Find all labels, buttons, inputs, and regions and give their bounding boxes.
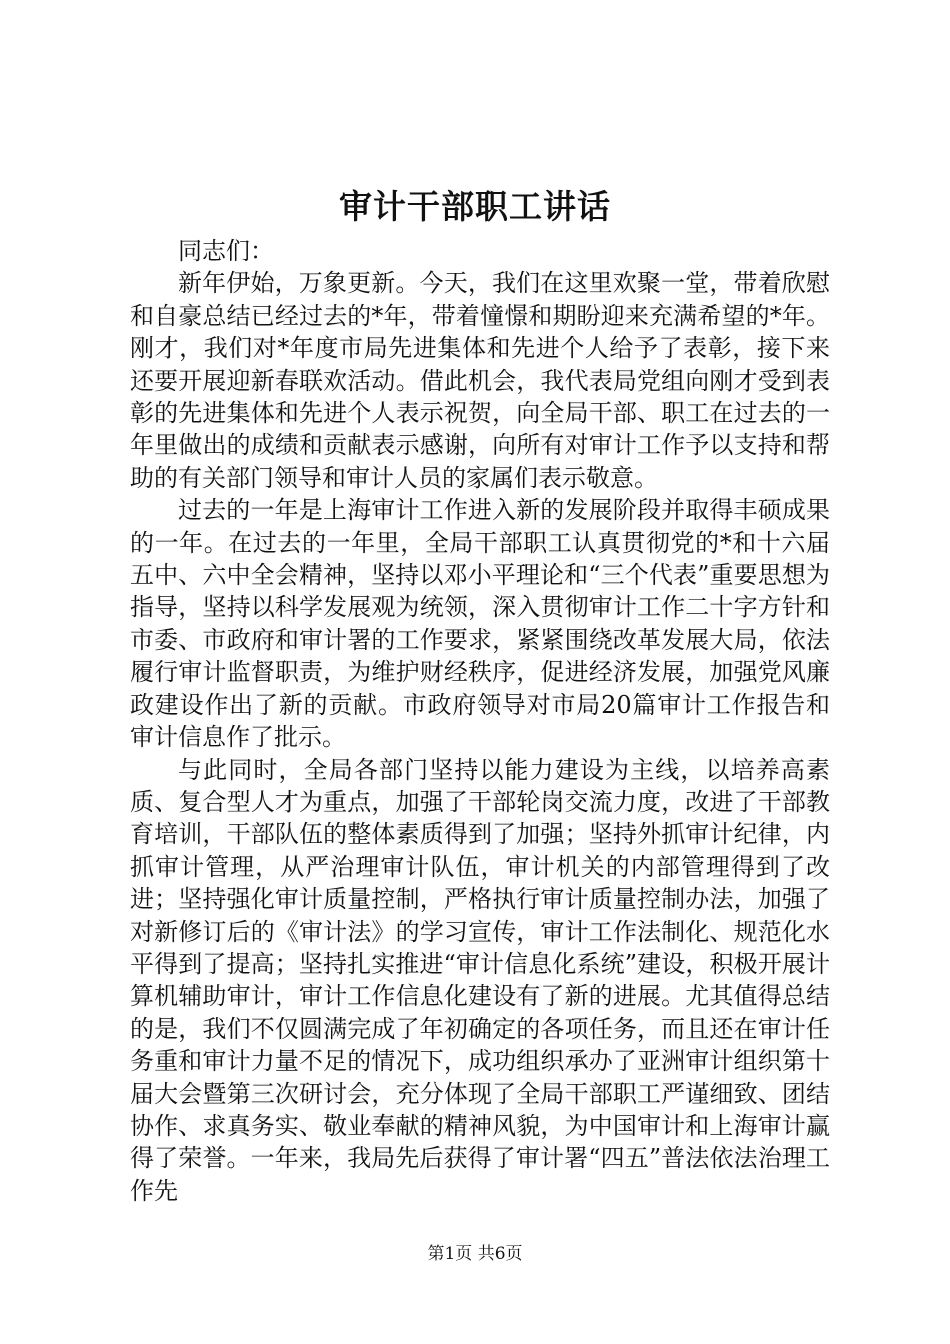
page-number: 第1页 共6页: [427, 1244, 523, 1264]
salutation: 同志们：: [178, 237, 274, 265]
paragraph-2: 过去的一年是上海审计工作进入新的发展阶段并取得丰硕成果的一年。在过去的一年里，全局干部职工认真贯彻党的*和十六届五中、六中全会精神，坚持以邓小平理论和“三个代表”重要思想为指导，坚持以科学发展观为统领，深入贯彻审计工作二十字方针和市委、市政府和审计署的工作要求，紧紧围绕改革发展大局，依法履行审计监督职责，为维护财经秩序，促进经济发展，加强党风廉政建设作出了新的贡献。市政府领导对市局20篇审计工作报告和审计信息作了批示。: [130, 496, 830, 752]
document-title: 审计干部职工讲话: [339, 187, 611, 226]
paragraph-3: 与此同时，全局各部门坚持以能力建设为主线，以培养高素质、复合型人才为重点，加强了干部轮岗交流力度，改进了干部教育培训，干部队伍的整体素质得到了加强；坚持外抓审计纪律，内抓审计管理，从严治理审计队伍，审计机关的内部管理得到了改进；坚持强化审计质量控制，严格执行审计质量控制办法，加强了对新修订后的《审计法》的学习宣传，审计工作法制化、规范化水平得到了提高；坚持扎实推进“审计信息化系统”建设，积极开展计算机辅助审计，审计工作信息化建设有了新的进展。尤其值得总结的是，我们不仅圆满完成了年初确定的各项任务，而且还在审计任务重和审计力量不足的情况下，成功组织承办了亚洲审计组织第十届大会暨第三次研讨会，充分体现了全局干部职工严谨细致、团结协作、求真务实、敬业奉献的精神风貌，为中国审计和上海审计赢得了荣誉。一年来，我局先后获得了审计署“四五”普法依法治理工作先: [130, 755, 830, 1205]
document-body: [130, 235, 830, 1207]
paragraph-1: 新年伊始，万象更新。今天，我们在这里欢聚一堂，带着欣慰和自豪总结已经过去的*年，带着憧憬和期盼迎来充满希望的*年。刚才，我们对*年度市局先进集体和先进个人给予了表彰，接下来还要开展迎新春联欢活动。借此机会，我代表局党组向刚才受到表彰的先进集体和先进个人表示祝贺，向全局干部、职工在过去的一年里做出的成绩和贡献表示感谢，向所有对审计工作予以支持和帮助的有关部门领导和审计人员的家属们表示敬意。: [130, 269, 830, 492]
